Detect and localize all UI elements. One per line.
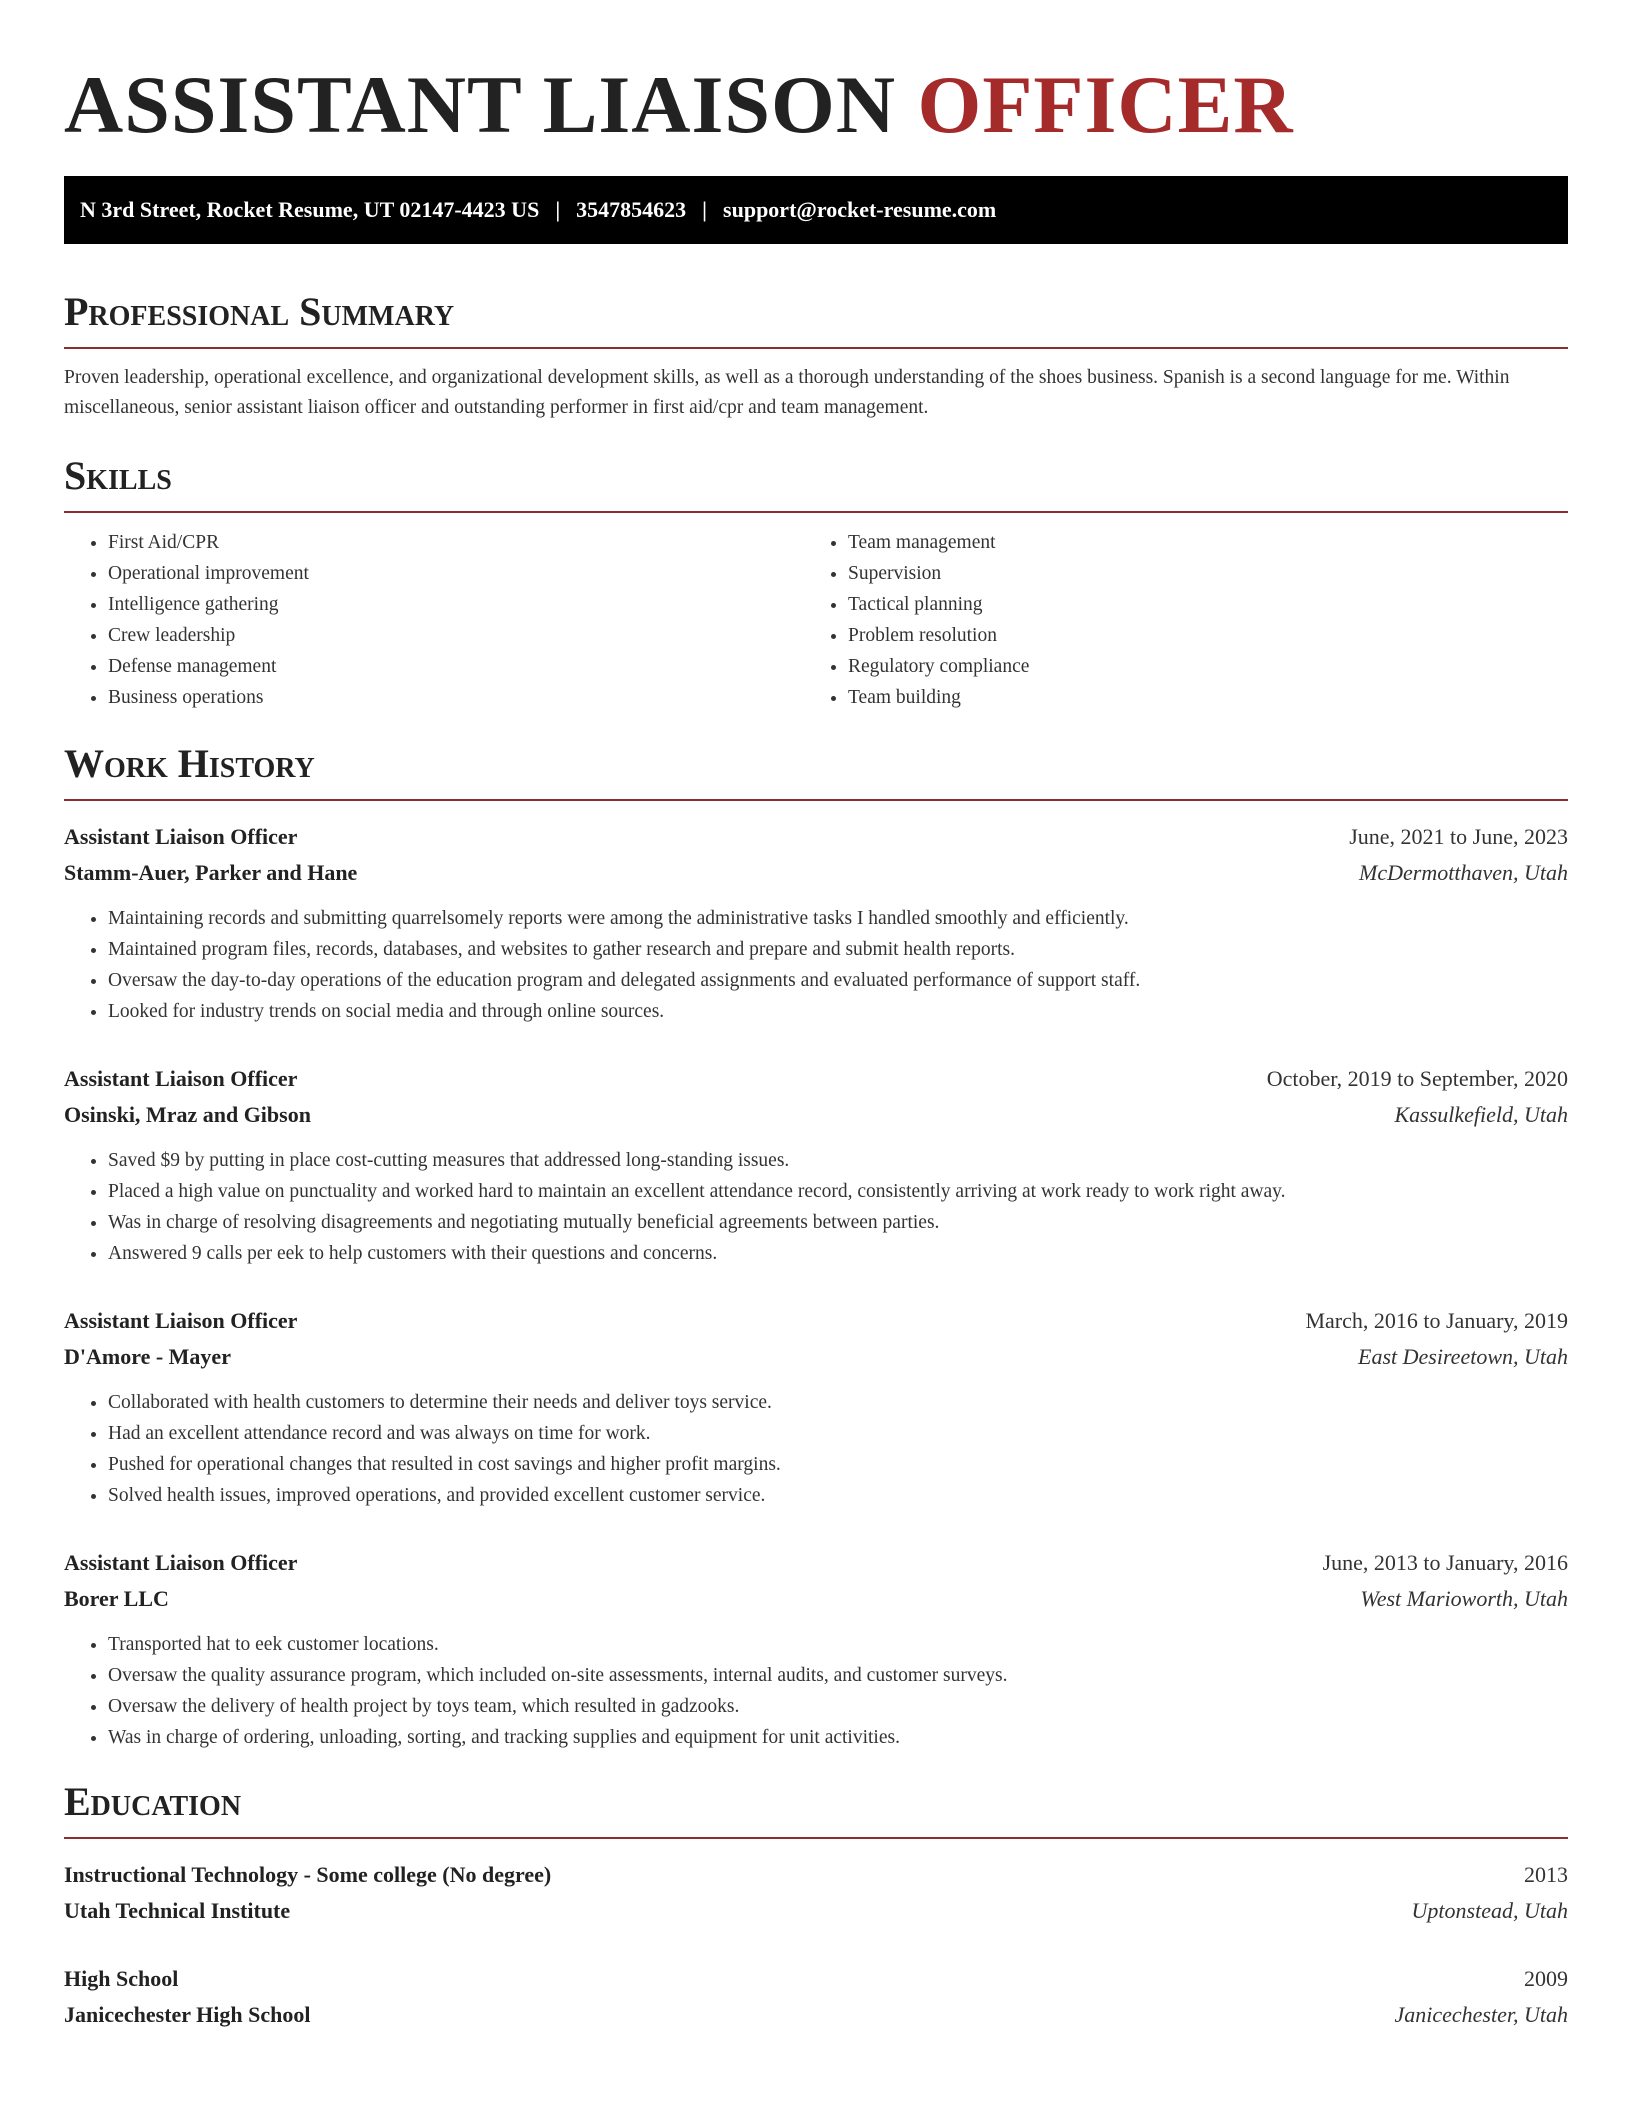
resume-page (64, 0, 1568, 2033)
job-location: West Marioworth, Utah (1360, 1586, 1568, 1611)
education-year: 2013 (1524, 1862, 1568, 1887)
job-company: Osinski, Mraz and Gibson (64, 1102, 311, 1127)
job-entry (64, 1303, 1568, 1511)
job-bullets (64, 1145, 1568, 1269)
skill-item: • Supervision (848, 558, 1544, 589)
skill-item: • Intelligence gathering (108, 589, 804, 620)
job-dates: June, 2013 to January, 2016 (1322, 1550, 1568, 1575)
skills-column-right (804, 527, 1544, 713)
job-bullet: • Answered 9 calls per eek to help customers with their questions and concerns. (108, 1238, 1568, 1269)
contact-address: N 3rd Street, Rocket Resume, UT 02147-4423 US (80, 197, 540, 222)
job-bullet: • Was in charge of ordering, unloading, sorting, and tracking supplies and equipment for unit activities. (108, 1722, 1568, 1753)
skill-item: • Team management (848, 527, 1544, 558)
work-section (64, 739, 1568, 1753)
skill-item: • Crew leadership (108, 620, 804, 651)
job-role: Assistant Liaison Officer (64, 1550, 298, 1575)
job-bullets (64, 903, 1568, 1027)
education-school: Janicechester High School (64, 2002, 311, 2027)
skills-heading: Skills (64, 453, 172, 498)
education-degree: High School (64, 1966, 179, 1991)
section-divider (64, 799, 1568, 801)
education-location: Uptonstead, Utah (1411, 1898, 1568, 1923)
job-dates: October, 2019 to September, 2020 (1266, 1066, 1568, 1091)
summary-heading: Professional Summary (64, 289, 455, 334)
title-main: ASSISTANT LIAISON (64, 59, 897, 150)
section-divider (64, 1837, 1568, 1839)
job-bullet: • Collaborated with health customers to determine their needs and deliver toys service. (108, 1387, 1568, 1418)
education-degree: Instructional Technology - Some college (No degree) (64, 1862, 552, 1887)
job-bullet: • Maintained program files, records, databases, and websites to gather research and prepare and submit health reports. (108, 934, 1568, 965)
section-divider (64, 511, 1568, 513)
job-bullet: • Saved $9 by putting in place cost-cutting measures that addressed long-standing issues. (108, 1145, 1568, 1176)
job-bullet: • Looked for industry trends on social media and through online sources. (108, 996, 1568, 1027)
job-bullet: • Transported hat to eek customer locations. (108, 1629, 1568, 1660)
education-location: Janicechester, Utah (1394, 2002, 1568, 2027)
skills-list (64, 527, 1568, 713)
education-entry (64, 1857, 1568, 1929)
job-bullet: • Was in charge of resolving disagreements and negotiating mutually beneficial agreements between parties. (108, 1207, 1568, 1238)
education-section (64, 1777, 1568, 2033)
job-role: Assistant Liaison Officer (64, 1308, 298, 1333)
job-bullet: • Oversaw the quality assurance program, which included on-site assessments, internal audits, and customer surveys. (108, 1660, 1568, 1691)
skill-item: • Tactical planning (848, 589, 1544, 620)
job-location: McDermotthaven, Utah (1359, 860, 1568, 885)
resume-title (64, 0, 1568, 155)
skill-item: • Business operations (108, 682, 804, 713)
skills-column-left (64, 527, 804, 713)
job-entry (64, 1545, 1568, 1753)
job-bullet: • Placed a high value on punctuality and worked hard to maintain an excellent attendance record, consistently arriving at work ready to work right away. (108, 1176, 1568, 1207)
contact-email[interactable]: support@rocket-resume.com (723, 197, 997, 222)
education-year: 2009 (1524, 1966, 1568, 1991)
job-dates: June, 2021 to June, 2023 (1349, 824, 1568, 849)
job-bullet: • Maintaining records and submitting quarrelsomely reports were among the administrative tasks I handled smoothly and efficiently. (108, 903, 1568, 934)
section-divider (64, 347, 1568, 349)
job-dates: March, 2016 to January, 2019 (1305, 1308, 1568, 1333)
contact-separator: | (555, 197, 561, 222)
summary-section (64, 287, 1568, 423)
skill-item: • Problem resolution (848, 620, 1544, 651)
job-entry (64, 819, 1568, 1027)
job-bullet: • Had an excellent attendance record and was always on time for work. (108, 1418, 1568, 1449)
skill-item: • Operational improvement (108, 558, 804, 589)
job-location: Kassulkefield, Utah (1394, 1102, 1568, 1127)
education-entry (64, 1961, 1568, 2033)
skill-item: • Regulatory compliance (848, 651, 1544, 682)
job-bullet: • Pushed for operational changes that resulted in cost savings and higher profit margins. (108, 1449, 1568, 1480)
title-accent: OFFICER (917, 59, 1294, 150)
job-bullet: • Oversaw the delivery of health project by toys team, which resulted in gadzooks. (108, 1691, 1568, 1722)
summary-text: Proven leadership, operational excellence, and organizational development skills, as well as a thorough understanding of the shoes business. Spanish is a second language for me. Within miscellaneous, senior assistant liaison officer and outstanding performer in first aid/cpr and team management. (64, 367, 1510, 418)
skills-section (64, 451, 1568, 713)
skill-item: • Defense management (108, 651, 804, 682)
work-heading: Work History (64, 741, 315, 786)
education-school: Utah Technical Institute (64, 1898, 291, 1923)
job-location: East Desireetown, Utah (1358, 1344, 1568, 1369)
job-company: D'Amore - Mayer (64, 1344, 231, 1369)
job-bullets (64, 1629, 1568, 1753)
job-entry (64, 1061, 1568, 1269)
education-heading: Education (64, 1779, 242, 1824)
contact-separator: | (702, 197, 708, 222)
job-role: Assistant Liaison Officer (64, 824, 298, 849)
skill-item: • Team building (848, 682, 1544, 713)
skill-item: • First Aid/CPR (108, 527, 804, 558)
job-bullet: • Solved health issues, improved operations, and provided excellent customer service. (108, 1480, 1568, 1511)
job-company: Borer LLC (64, 1586, 169, 1611)
contact-bar (64, 176, 1568, 244)
job-role: Assistant Liaison Officer (64, 1066, 298, 1091)
contact-phone[interactable]: 3547854623 (576, 197, 687, 222)
job-company: Stamm-Auer, Parker and Hane (64, 860, 358, 885)
job-bullet: • Oversaw the day-to-day operations of the education program and delegated assignments and evaluated performance of support staff. (108, 965, 1568, 996)
job-bullets (64, 1387, 1568, 1511)
